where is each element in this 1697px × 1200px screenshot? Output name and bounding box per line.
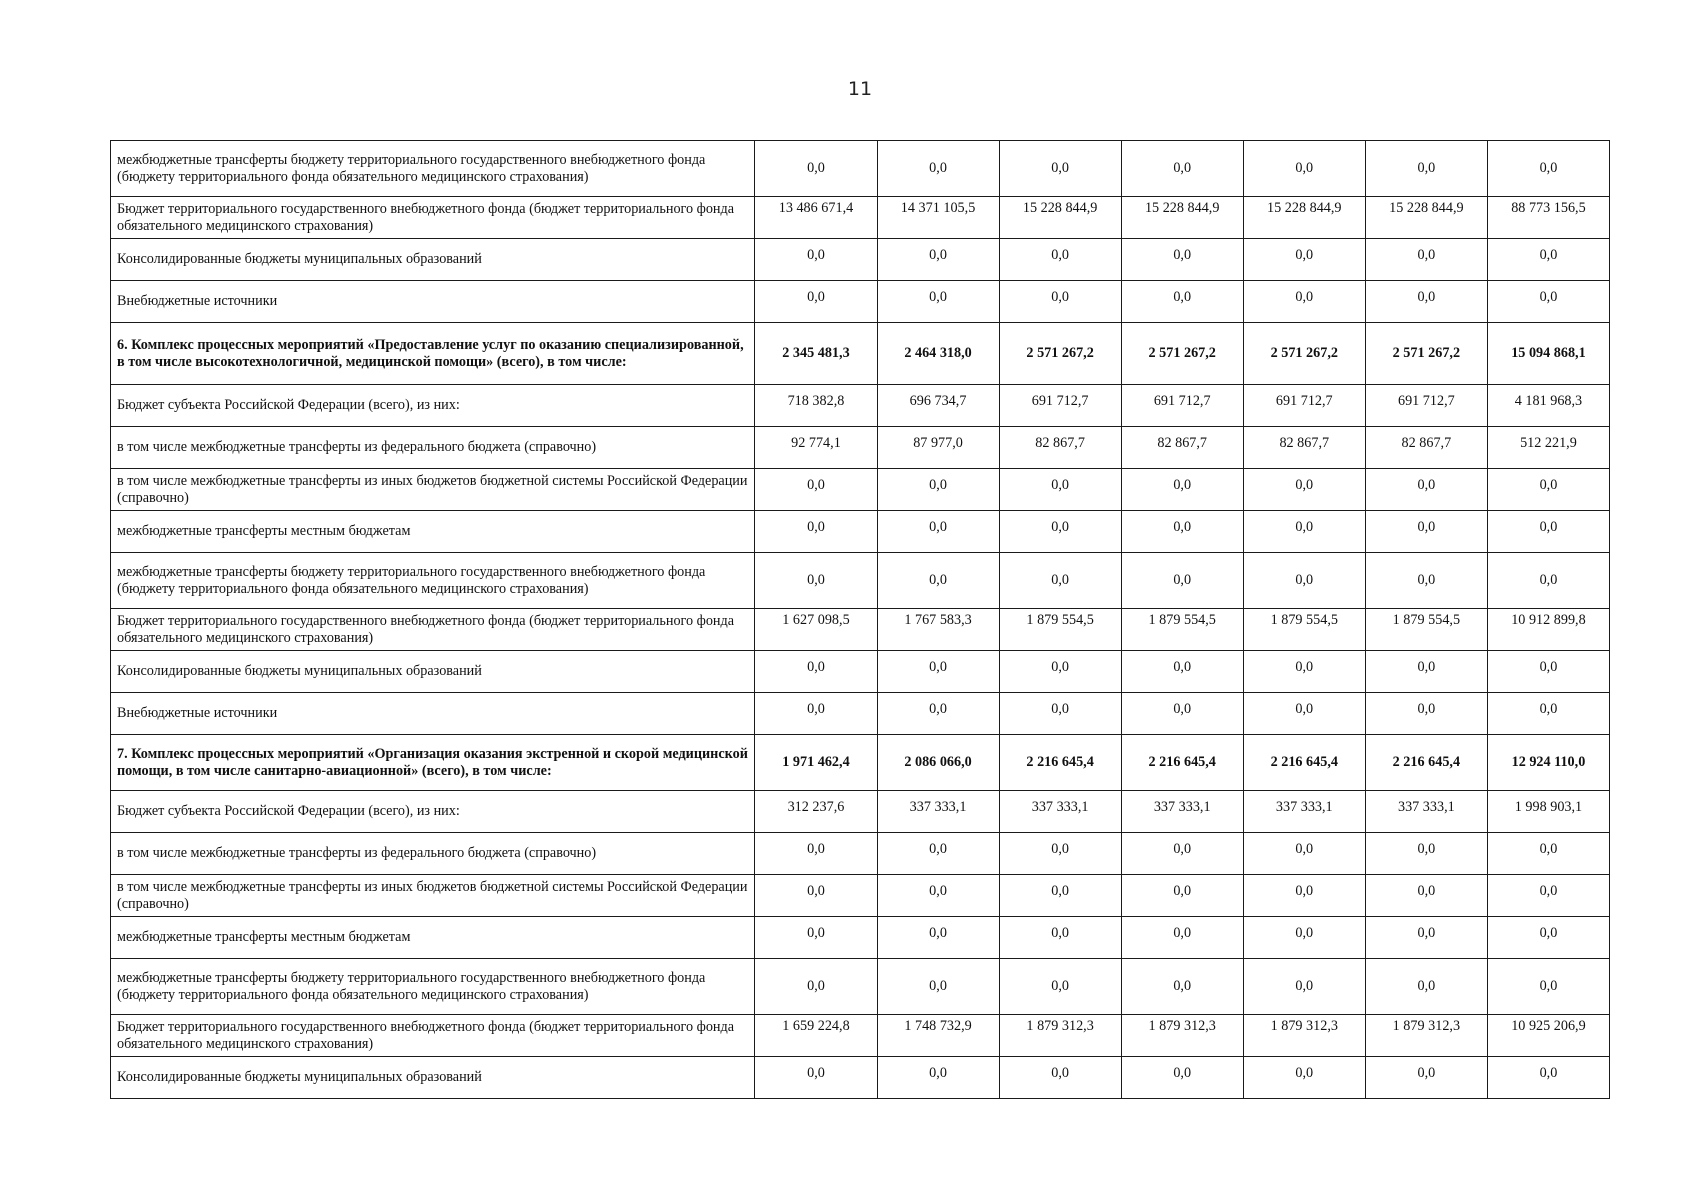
- row-value-year-6: 1 879 312,3: [1365, 1015, 1487, 1057]
- row-value-year-5: 0,0: [1243, 553, 1365, 609]
- row-value-year-1: 0,0: [755, 511, 877, 553]
- row-value-total: 0,0: [1487, 917, 1609, 959]
- table-row: [111, 651, 1610, 693]
- row-value-year-3: 2 571 267,2: [999, 323, 1121, 385]
- row-value-year-5: 0,0: [1243, 281, 1365, 323]
- row-label: в том числе межбюджетные трансферты из федерального бюджета (справочно): [111, 833, 755, 875]
- row-value-year-4: 0,0: [1121, 239, 1243, 281]
- row-label: Бюджет территориального государственного внебюджетного фонда (бюджет территориального фонда обязательного медицинского страхования): [111, 609, 755, 651]
- row-value-total: 0,0: [1487, 553, 1609, 609]
- table-row: [111, 875, 1610, 917]
- row-value-total: 0,0: [1487, 959, 1609, 1015]
- row-label: Бюджет территориального государственного внебюджетного фонда (бюджет территориального фонда обязательного медицинского страхования): [111, 1015, 755, 1057]
- row-value-year-2: 0,0: [877, 693, 999, 735]
- row-value-year-4: 0,0: [1121, 833, 1243, 875]
- row-value-year-4: 0,0: [1121, 1057, 1243, 1099]
- row-label: в том числе межбюджетные трансферты из федерального бюджета (справочно): [111, 427, 755, 469]
- row-value-year-2: 0,0: [877, 833, 999, 875]
- page-number: 11: [847, 78, 873, 100]
- row-value-total: 0,0: [1487, 1057, 1609, 1099]
- row-value-year-6: 337 333,1: [1365, 791, 1487, 833]
- row-value-year-1: 0,0: [755, 875, 877, 917]
- row-value-year-6: 2 216 645,4: [1365, 735, 1487, 791]
- row-value-year-5: 1 879 554,5: [1243, 609, 1365, 651]
- row-value-year-5: 2 571 267,2: [1243, 323, 1365, 385]
- row-value-year-4: 15 228 844,9: [1121, 197, 1243, 239]
- table-row: [111, 323, 1610, 385]
- row-value-year-5: 0,0: [1243, 833, 1365, 875]
- table-row: [111, 197, 1610, 239]
- table-row: [111, 917, 1610, 959]
- row-value-year-6: 691 712,7: [1365, 385, 1487, 427]
- row-value-year-2: 0,0: [877, 553, 999, 609]
- row-label: Консолидированные бюджеты муниципальных образований: [111, 239, 755, 281]
- row-value-year-4: 0,0: [1121, 281, 1243, 323]
- row-label: в том числе межбюджетные трансферты из иных бюджетов бюджетной системы Российской Федерации (справочно): [111, 875, 755, 917]
- row-value-year-1: 1 659 224,8: [755, 1015, 877, 1057]
- row-value-year-1: 0,0: [755, 833, 877, 875]
- row-label: межбюджетные трансферты бюджету территориального государственного внебюджетного фонда (бюджету территориального фонда обязательного медицинского страхования): [111, 141, 755, 197]
- row-value-year-5: 0,0: [1243, 693, 1365, 735]
- row-value-year-1: 0,0: [755, 239, 877, 281]
- row-value-year-2: 14 371 105,5: [877, 197, 999, 239]
- row-value-year-3: 0,0: [999, 833, 1121, 875]
- row-value-year-4: 0,0: [1121, 511, 1243, 553]
- row-value-year-6: 0,0: [1365, 141, 1487, 197]
- row-value-year-4: 0,0: [1121, 553, 1243, 609]
- table-row: [111, 281, 1610, 323]
- row-value-year-6: 0,0: [1365, 1057, 1487, 1099]
- row-value-year-6: 0,0: [1365, 469, 1487, 511]
- row-value-year-3: 0,0: [999, 1057, 1121, 1099]
- table-row: [111, 239, 1610, 281]
- row-value-year-2: 0,0: [877, 511, 999, 553]
- row-value-total: 0,0: [1487, 833, 1609, 875]
- row-value-year-2: 0,0: [877, 651, 999, 693]
- budget-table-body: [111, 141, 1610, 1099]
- row-value-total: 0,0: [1487, 651, 1609, 693]
- row-value-year-3: 2 216 645,4: [999, 735, 1121, 791]
- row-label: в том числе межбюджетные трансферты из иных бюджетов бюджетной системы Российской Федерации (справочно): [111, 469, 755, 511]
- row-value-year-5: 0,0: [1243, 239, 1365, 281]
- row-value-year-4: 0,0: [1121, 917, 1243, 959]
- row-value-year-3: 1 879 312,3: [999, 1015, 1121, 1057]
- row-value-year-2: 0,0: [877, 959, 999, 1015]
- row-section-title: 7. Комплекс процессных мероприятий «Организация оказания экстренной и скорой медицинской помощи, в том числе санитарно-авиационной» (всего), в том числе:: [111, 735, 755, 791]
- row-value-year-4: 1 879 312,3: [1121, 1015, 1243, 1057]
- row-value-year-5: 0,0: [1243, 469, 1365, 511]
- row-value-year-3: 0,0: [999, 651, 1121, 693]
- row-value-year-4: 0,0: [1121, 469, 1243, 511]
- table-row: [111, 1057, 1610, 1099]
- row-value-year-1: 0,0: [755, 281, 877, 323]
- row-value-year-4: 2 216 645,4: [1121, 735, 1243, 791]
- row-value-year-3: 0,0: [999, 141, 1121, 197]
- row-value-year-5: 0,0: [1243, 141, 1365, 197]
- row-value-total: 0,0: [1487, 875, 1609, 917]
- row-value-year-6: 0,0: [1365, 651, 1487, 693]
- row-value-year-5: 82 867,7: [1243, 427, 1365, 469]
- table-row: [111, 693, 1610, 735]
- row-value-year-4: 0,0: [1121, 651, 1243, 693]
- row-value-year-6: 1 879 554,5: [1365, 609, 1487, 651]
- row-label: Внебюджетные источники: [111, 281, 755, 323]
- row-value-year-6: 0,0: [1365, 693, 1487, 735]
- row-value-year-5: 1 879 312,3: [1243, 1015, 1365, 1057]
- row-value-year-4: 0,0: [1121, 141, 1243, 197]
- table-row: [111, 553, 1610, 609]
- budget-table-container: [110, 140, 1610, 1099]
- row-value-year-3: 0,0: [999, 281, 1121, 323]
- row-value-year-2: 2 464 318,0: [877, 323, 999, 385]
- row-value-year-4: 691 712,7: [1121, 385, 1243, 427]
- row-value-total: 10 925 206,9: [1487, 1015, 1609, 1057]
- row-value-year-2: 0,0: [877, 239, 999, 281]
- row-value-year-1: 1 627 098,5: [755, 609, 877, 651]
- row-value-year-3: 691 712,7: [999, 385, 1121, 427]
- budget-table: [110, 140, 1610, 1099]
- row-value-total: 0,0: [1487, 511, 1609, 553]
- row-value-year-1: 0,0: [755, 693, 877, 735]
- table-row: [111, 427, 1610, 469]
- row-value-year-6: 0,0: [1365, 833, 1487, 875]
- row-value-total: 12 924 110,0: [1487, 735, 1609, 791]
- row-value-year-4: 337 333,1: [1121, 791, 1243, 833]
- row-value-year-5: 0,0: [1243, 875, 1365, 917]
- row-label: межбюджетные трансферты местным бюджетам: [111, 917, 755, 959]
- row-value-year-1: 312 237,6: [755, 791, 877, 833]
- row-label: межбюджетные трансферты местным бюджетам: [111, 511, 755, 553]
- row-value-total: 0,0: [1487, 239, 1609, 281]
- row-value-year-5: 337 333,1: [1243, 791, 1365, 833]
- row-value-year-4: 0,0: [1121, 959, 1243, 1015]
- row-value-year-2: 0,0: [877, 917, 999, 959]
- row-value-year-3: 0,0: [999, 693, 1121, 735]
- row-value-year-4: 0,0: [1121, 693, 1243, 735]
- row-value-year-1: 2 345 481,3: [755, 323, 877, 385]
- row-value-year-6: 0,0: [1365, 875, 1487, 917]
- row-value-year-1: 0,0: [755, 141, 877, 197]
- row-value-total: 0,0: [1487, 281, 1609, 323]
- row-value-total: 0,0: [1487, 693, 1609, 735]
- row-label: межбюджетные трансферты бюджету территориального государственного внебюджетного фонда (бюджету территориального фонда обязательного медицинского страхования): [111, 959, 755, 1015]
- row-value-year-4: 82 867,7: [1121, 427, 1243, 469]
- row-value-year-4: 2 571 267,2: [1121, 323, 1243, 385]
- row-value-year-1: 1 971 462,4: [755, 735, 877, 791]
- row-value-year-2: 0,0: [877, 281, 999, 323]
- row-value-year-3: 1 879 554,5: [999, 609, 1121, 651]
- row-value-year-1: 0,0: [755, 553, 877, 609]
- table-row: [111, 141, 1610, 197]
- row-value-total: 88 773 156,5: [1487, 197, 1609, 239]
- row-value-year-3: 15 228 844,9: [999, 197, 1121, 239]
- row-value-year-5: 0,0: [1243, 1057, 1365, 1099]
- row-value-year-2: 337 333,1: [877, 791, 999, 833]
- row-label: Бюджет субъекта Российской Федерации (всего), из них:: [111, 791, 755, 833]
- row-value-year-6: 0,0: [1365, 511, 1487, 553]
- row-value-year-2: 0,0: [877, 141, 999, 197]
- row-value-year-3: 0,0: [999, 875, 1121, 917]
- row-value-year-6: 2 571 267,2: [1365, 323, 1487, 385]
- table-row: [111, 833, 1610, 875]
- row-value-year-1: 0,0: [755, 651, 877, 693]
- row-value-year-6: 0,0: [1365, 281, 1487, 323]
- row-label: Консолидированные бюджеты муниципальных образований: [111, 651, 755, 693]
- row-label: межбюджетные трансферты бюджету территориального государственного внебюджетного фонда (бюджету территориального фонда обязательного медицинского страхования): [111, 553, 755, 609]
- table-row: [111, 385, 1610, 427]
- row-value-year-5: 15 228 844,9: [1243, 197, 1365, 239]
- row-value-year-2: 1 767 583,3: [877, 609, 999, 651]
- table-row: [111, 735, 1610, 791]
- row-value-year-1: 0,0: [755, 469, 877, 511]
- row-value-year-6: 82 867,7: [1365, 427, 1487, 469]
- row-value-total: 0,0: [1487, 469, 1609, 511]
- row-value-year-1: 92 774,1: [755, 427, 877, 469]
- row-value-year-5: 691 712,7: [1243, 385, 1365, 427]
- row-value-total: 15 094 868,1: [1487, 323, 1609, 385]
- row-value-year-1: 0,0: [755, 1057, 877, 1099]
- row-label: Бюджет территориального государственного внебюджетного фонда (бюджет территориального фонда обязательного медицинского страхования): [111, 197, 755, 239]
- row-section-title: 6. Комплекс процессных мероприятий «Предоставление услуг по оказанию специализированной, в том числе высокотехнологичной, медицинской помощи» (всего), в том числе:: [111, 323, 755, 385]
- row-value-year-3: 0,0: [999, 239, 1121, 281]
- row-value-year-5: 0,0: [1243, 651, 1365, 693]
- row-value-total: 4 181 968,3: [1487, 385, 1609, 427]
- row-value-total: 512 221,9: [1487, 427, 1609, 469]
- row-value-year-2: 0,0: [877, 875, 999, 917]
- row-value-year-3: 0,0: [999, 511, 1121, 553]
- row-value-year-1: 718 382,8: [755, 385, 877, 427]
- row-value-year-2: 87 977,0: [877, 427, 999, 469]
- row-value-year-6: 0,0: [1365, 553, 1487, 609]
- table-row: [111, 959, 1610, 1015]
- table-row: [111, 469, 1610, 511]
- row-value-total: 0,0: [1487, 141, 1609, 197]
- row-value-year-5: 0,0: [1243, 959, 1365, 1015]
- row-label: Внебюджетные источники: [111, 693, 755, 735]
- row-value-year-2: 0,0: [877, 469, 999, 511]
- row-label: Бюджет субъекта Российской Федерации (всего), из них:: [111, 385, 755, 427]
- row-label: Консолидированные бюджеты муниципальных образований: [111, 1057, 755, 1099]
- row-value-year-6: 0,0: [1365, 959, 1487, 1015]
- row-value-year-2: 0,0: [877, 1057, 999, 1099]
- row-value-year-2: 696 734,7: [877, 385, 999, 427]
- table-row: [111, 791, 1610, 833]
- row-value-year-5: 2 216 645,4: [1243, 735, 1365, 791]
- row-value-year-4: 1 879 554,5: [1121, 609, 1243, 651]
- row-value-year-3: 82 867,7: [999, 427, 1121, 469]
- row-value-year-3: 0,0: [999, 917, 1121, 959]
- row-value-year-1: 0,0: [755, 917, 877, 959]
- row-value-year-4: 0,0: [1121, 875, 1243, 917]
- row-value-year-1: 0,0: [755, 959, 877, 1015]
- row-value-year-5: 0,0: [1243, 511, 1365, 553]
- row-value-year-3: 0,0: [999, 469, 1121, 511]
- row-value-year-2: 1 748 732,9: [877, 1015, 999, 1057]
- row-value-year-6: 0,0: [1365, 917, 1487, 959]
- table-row: [111, 1015, 1610, 1057]
- table-row: [111, 609, 1610, 651]
- row-value-year-3: 0,0: [999, 959, 1121, 1015]
- row-value-year-6: 15 228 844,9: [1365, 197, 1487, 239]
- row-value-year-5: 0,0: [1243, 917, 1365, 959]
- row-value-year-6: 0,0: [1365, 239, 1487, 281]
- row-value-year-2: 2 086 066,0: [877, 735, 999, 791]
- row-value-total: 10 912 899,8: [1487, 609, 1609, 651]
- table-row: [111, 511, 1610, 553]
- row-value-year-1: 13 486 671,4: [755, 197, 877, 239]
- row-value-year-3: 0,0: [999, 553, 1121, 609]
- row-value-total: 1 998 903,1: [1487, 791, 1609, 833]
- row-value-year-3: 337 333,1: [999, 791, 1121, 833]
